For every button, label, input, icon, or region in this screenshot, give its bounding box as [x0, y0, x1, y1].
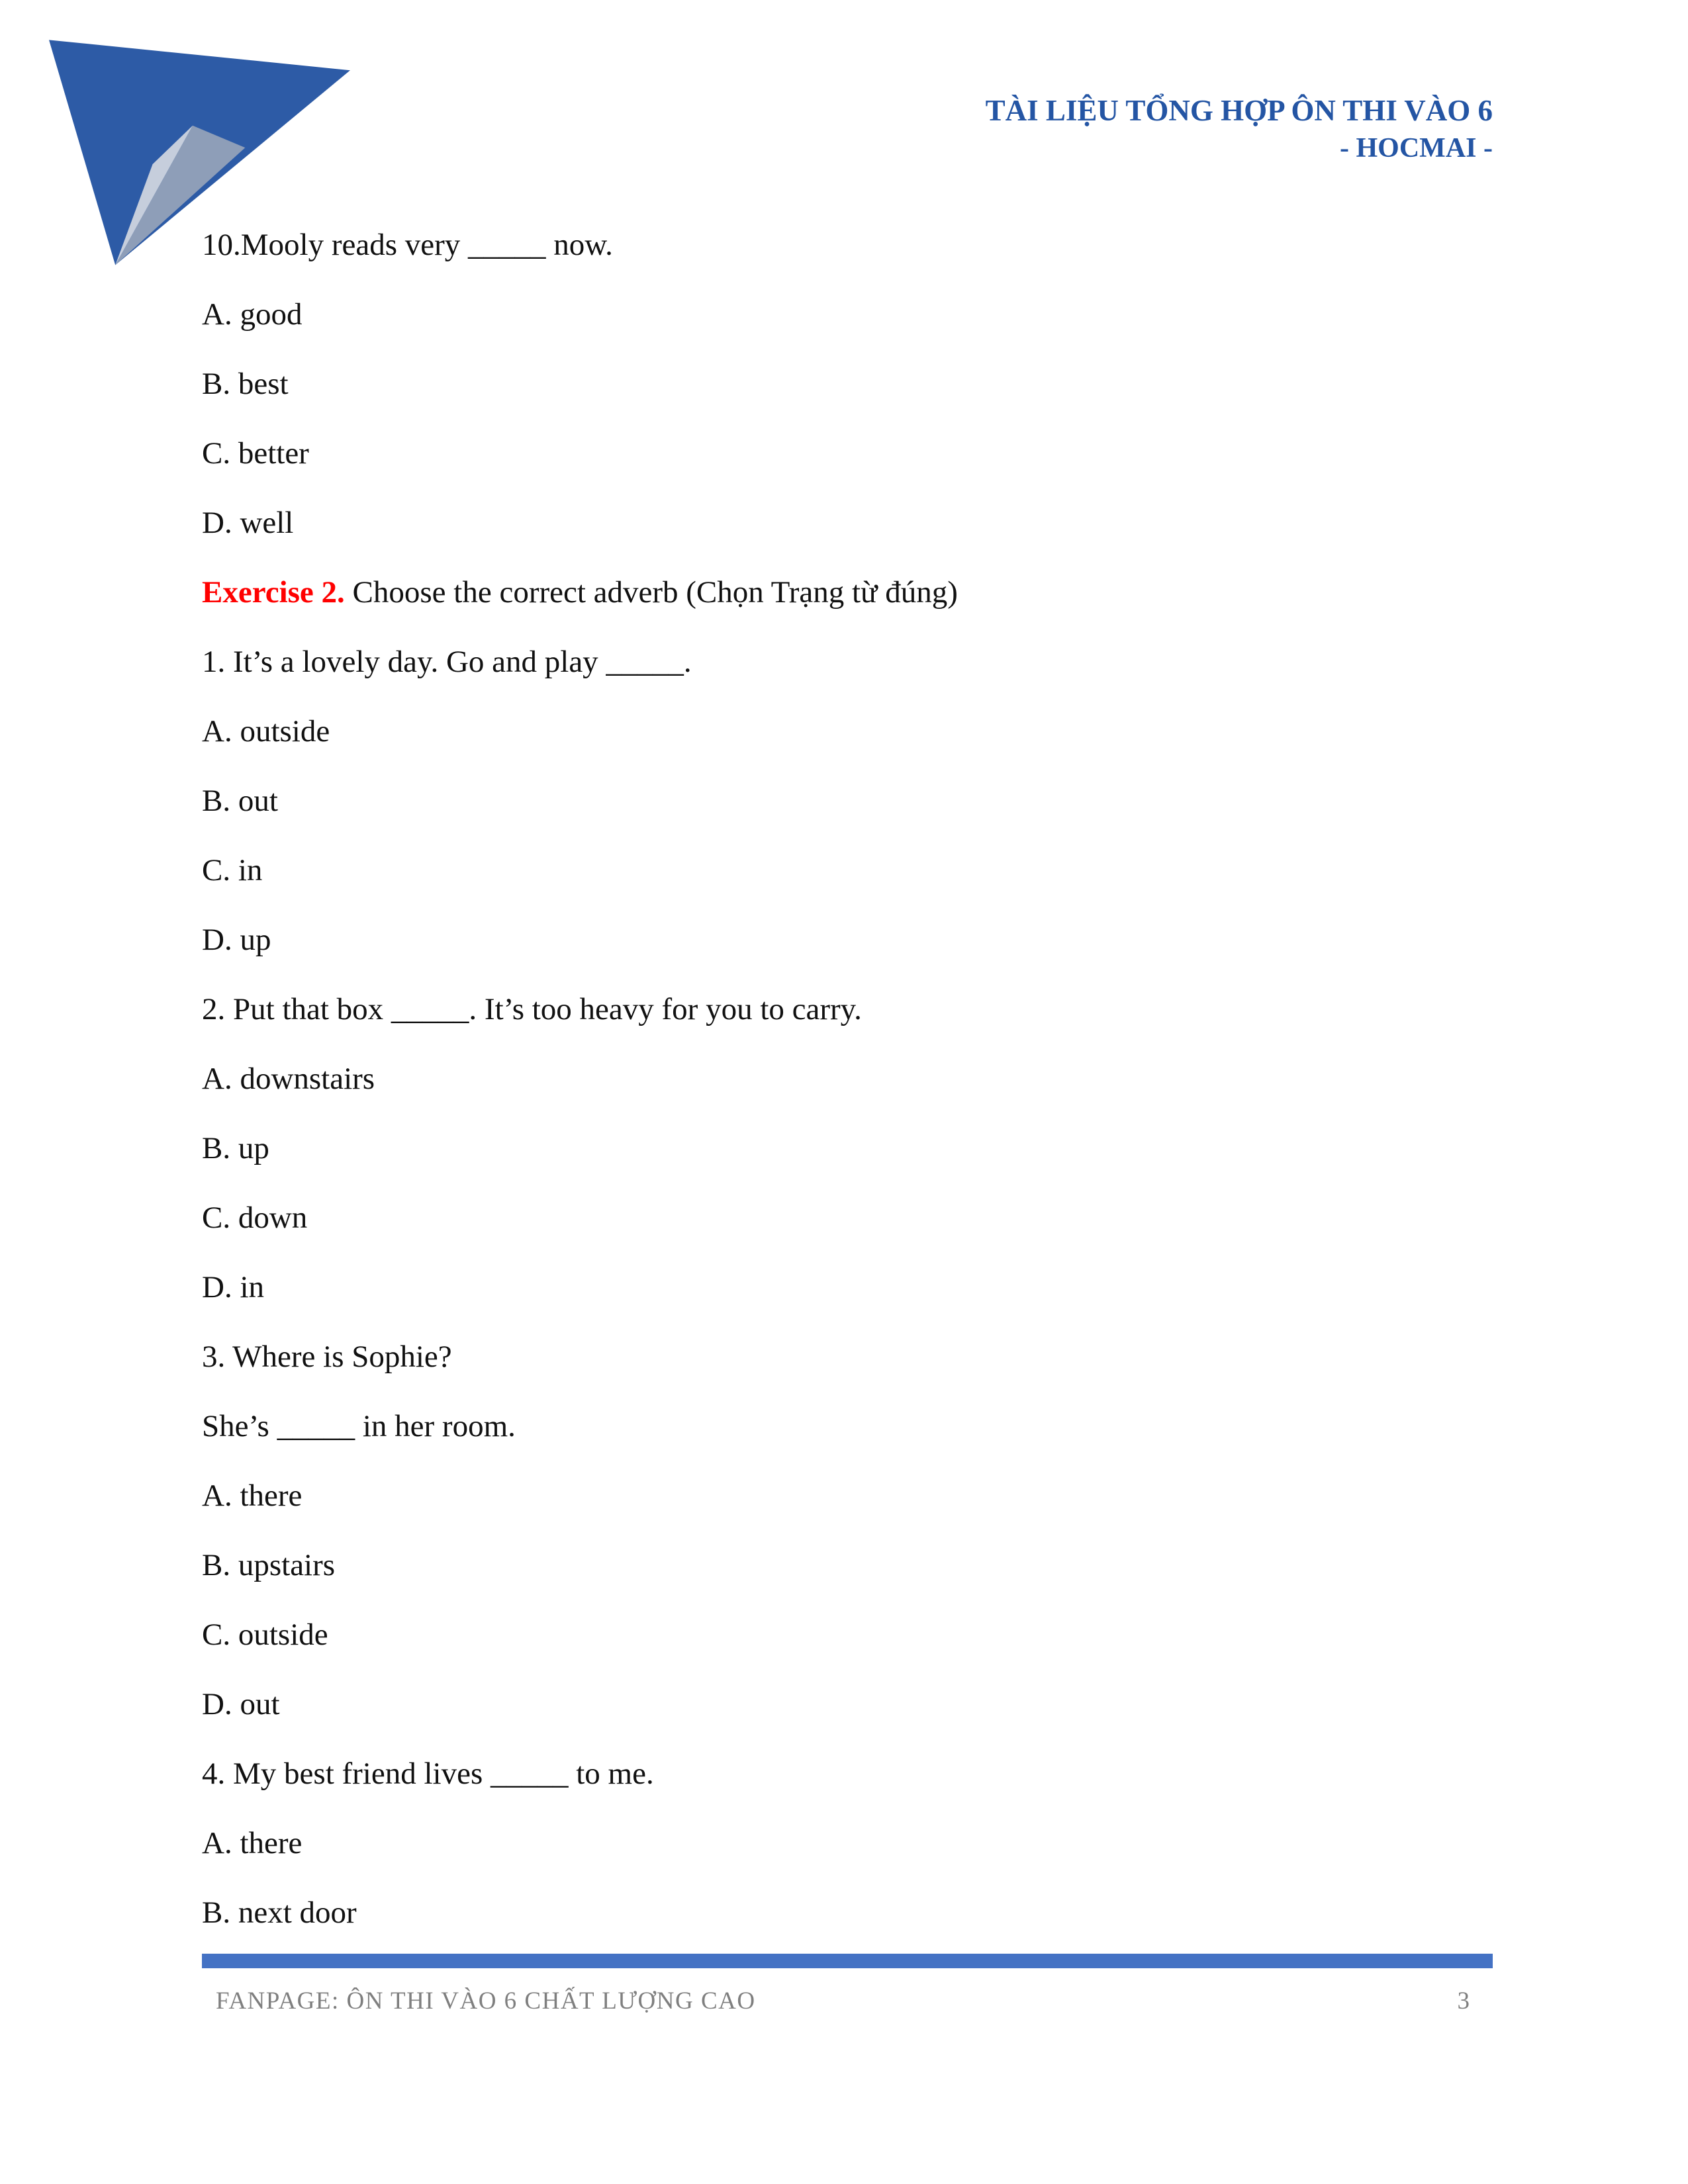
- document-line: B. upstairs: [202, 1548, 336, 1582]
- page-footer: [216, 1987, 1470, 2015]
- document-line: B. best: [202, 367, 289, 401]
- document-line: A. outside: [202, 714, 330, 749]
- document-subtitle: - HOCMAI -: [1340, 133, 1493, 163]
- document-line: C. better: [202, 436, 309, 471]
- document-line: B. out: [202, 784, 278, 818]
- document-line: D. up: [202, 923, 271, 957]
- document-line: C. in: [202, 853, 263, 887]
- document-line: 4. My best friend lives _____ to me.: [202, 1756, 654, 1791]
- document-line: B. up: [202, 1131, 269, 1165]
- document-line: A. there: [202, 1479, 303, 1513]
- document-line: 3. Where is Sophie?: [202, 1340, 452, 1374]
- footer-divider-bar: [202, 1954, 1493, 1968]
- document-line: D. out: [202, 1687, 280, 1721]
- exercise-heading-label: Exercise 2.: [202, 575, 345, 610]
- document-line: C. down: [202, 1201, 308, 1235]
- document-line: C. outside: [202, 1617, 328, 1652]
- document-line: B. next door: [202, 1895, 357, 1930]
- footer-fanpage-text: FANPAGE: ÔN THI VÀO 6 CHẤT LƯỢNG CAO: [216, 1987, 756, 2015]
- document-title: TÀI LIỆU TỔNG HỢP ÔN THI VÀO 6: [985, 94, 1493, 127]
- document-line: 2. Put that box _____. It’s too heavy for you to carry.: [202, 992, 862, 1026]
- exercise-heading-line: Exercise 2. Choose the correct adverb (Chọn Trạng từ đúng): [202, 575, 958, 610]
- document-line: 1. It’s a lovely day. Go and play _____.: [202, 645, 692, 679]
- document-line: D. well: [202, 506, 294, 540]
- document-body: [202, 210, 1493, 1948]
- document-line: She’s _____ in her room.: [202, 1409, 516, 1443]
- document-line: A. there: [202, 1826, 303, 1860]
- document-line: A. good: [202, 297, 303, 332]
- document-line: 10.Mooly reads very _____ now.: [202, 228, 613, 262]
- footer-page-number: 3: [1457, 1987, 1470, 2015]
- document-line: D. in: [202, 1270, 264, 1304]
- document-line: A. downstairs: [202, 1062, 375, 1096]
- page-header: [986, 91, 1493, 167]
